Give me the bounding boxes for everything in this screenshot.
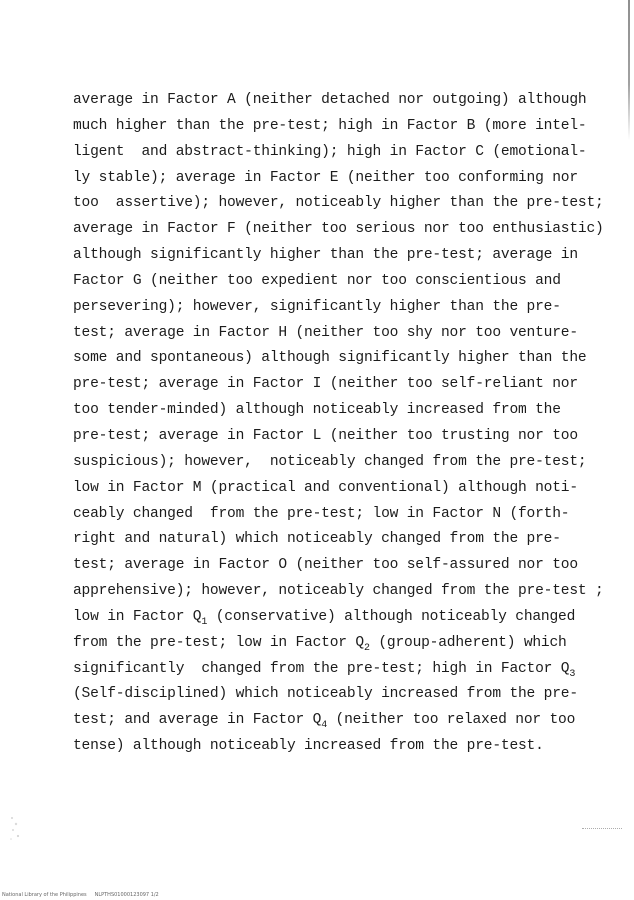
text-line: [73, 605, 583, 631]
typed-paragraph: [73, 88, 604, 760]
text-line: [73, 321, 583, 347]
line-text: too tender-minded) although noticeably increased from the: [73, 402, 561, 419]
line-text: much higher than the pre-test; high in Factor B (more intel-: [73, 117, 587, 134]
line-text: Factor G (neither too expedient nor too conscientious and: [73, 272, 561, 289]
line-text: some and spontaneous) although significantly higher than the: [73, 350, 587, 367]
scan-artifact: [8, 812, 22, 842]
text-line: [73, 217, 604, 243]
scan-edge-mark: [628, 0, 630, 140]
line-text: average in Factor F (neither too serious nor too enthusiastic): [73, 221, 604, 238]
scan-corner-mark: [582, 828, 622, 832]
text-line: [73, 269, 583, 295]
line-text: too assertive); however, noticeably higher than the pre-test;: [73, 195, 604, 212]
text-line: [73, 88, 587, 114]
text-line: [73, 476, 583, 502]
text-line: [73, 682, 583, 708]
line-text: test; average in Factor H (neither too shy nor too venture-: [73, 324, 578, 341]
text-line: [73, 657, 583, 683]
line-text: tense) although noticeably increased from the pre-test.: [73, 738, 544, 755]
text-line: [73, 579, 604, 605]
text-line: [73, 372, 583, 398]
line-text: test; average in Factor O (neither too self-assured nor too: [73, 557, 578, 574]
line-text: ceably changed from the pre-test; low in Factor N (forth-: [73, 505, 570, 522]
text-line: [73, 734, 583, 760]
line-text: apprehensive); however, noticeably changed from the pre-test ;: [73, 583, 604, 600]
text-line: [73, 166, 583, 192]
line-text: average in Factor A (neither detached nor outgoing) although: [73, 92, 587, 108]
text-line: [73, 295, 583, 321]
text-line: [73, 398, 583, 424]
text-line: [73, 140, 587, 166]
line-text: suspicious); however, noticeably changed from the pre-test;: [73, 453, 587, 470]
library-footer: National Library of the Philippines NLPTHS01000123097 1/2: [2, 892, 159, 898]
text-line: [73, 708, 583, 734]
text-line: [73, 631, 583, 657]
line-text-continued: (neither too relaxed nor too: [327, 712, 576, 729]
line-text: ly stable); average in Factor E (neither too conforming nor: [73, 169, 578, 186]
text-line: [73, 191, 604, 217]
text-line: [73, 243, 583, 269]
line-text-continued: (group-adherent) which: [369, 634, 567, 651]
line-text: right and natural) which noticeably changed from the pre-: [73, 531, 561, 548]
text-line: [73, 527, 583, 553]
line-text: persevering); however, significantly higher than the pre-: [73, 298, 561, 315]
line-text: significantly changed from the pre-test; high in Factor Q: [73, 660, 570, 677]
line-text: although significantly higher than the pre-test; average in: [73, 247, 578, 264]
factor-subscript: 2: [363, 642, 370, 654]
line-text: low in Factor M (practical and conventional) although noti-: [73, 479, 578, 496]
text-line: [73, 450, 587, 476]
text-line: [73, 502, 583, 528]
line-text: (Self-disciplined) which noticeably increased from the pre-: [73, 686, 578, 703]
line-text-continued: (conservative) although noticeably changed: [207, 608, 576, 625]
text-line: [73, 114, 587, 140]
line-text: from the pre-test; low in Factor Q: [73, 634, 364, 651]
text-line: [73, 553, 583, 579]
line-text: low in Factor Q: [73, 608, 202, 625]
factor-subscript: 1: [201, 616, 208, 628]
factor-subscript: 4: [321, 720, 327, 732]
line-text: ligent and abstract-thinking); high in Factor C (emotional-: [73, 143, 587, 160]
line-text: test; and average in Factor Q: [73, 712, 322, 729]
text-line: [73, 346, 587, 372]
line-text: pre-test; average in Factor I (neither too self-reliant nor: [73, 376, 578, 393]
factor-subscript: 3: [569, 668, 576, 680]
line-text: pre-test; average in Factor L (neither too trusting nor too: [73, 427, 578, 444]
text-line: [73, 424, 583, 450]
